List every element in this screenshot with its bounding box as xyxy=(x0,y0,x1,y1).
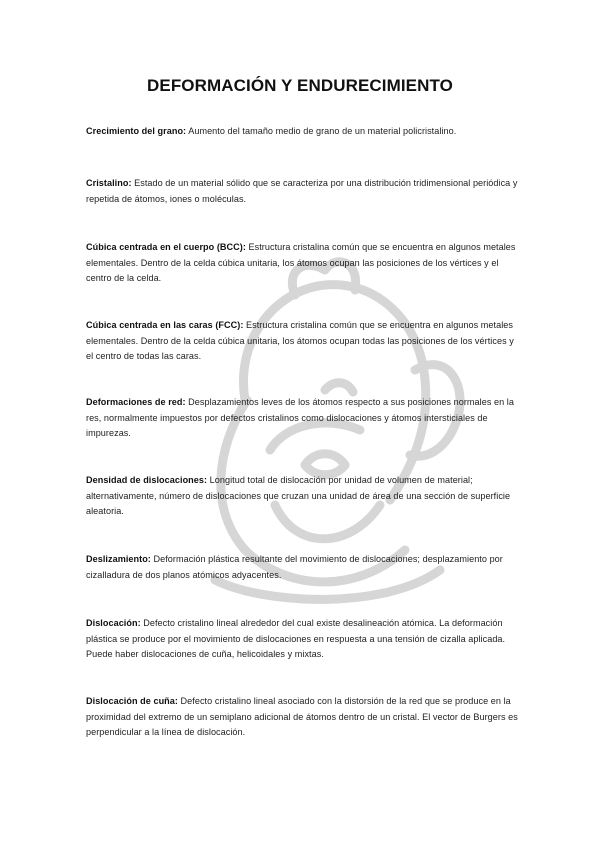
glossary-entry xyxy=(86,395,518,442)
glossary-entry xyxy=(86,694,518,741)
entry-definition: Longitud total de dislocación por unidad de volumen de material; alternativamente, número de dislocaciones que cruzan una unidad de área de una sección de superficie aleatoria. xyxy=(86,475,511,516)
glossary-entry xyxy=(86,616,518,663)
entry-term: Dislocación de cuña: xyxy=(86,696,178,706)
document-title: DEFORMACIÓN Y ENDURECIMIENTO xyxy=(147,76,453,95)
glossary-entry xyxy=(86,124,518,140)
entry-definition: Estado de un material sólido que se caracteriza por una distribución tridimensional periódica y repetida de átomos, iones o moléculas. xyxy=(86,178,518,204)
entry-term: Deslizamiento: xyxy=(86,554,151,564)
entry-definition: Defecto cristalino lineal alrededor del cual existe desalineación atómica. La deformación plástica se produce por el movimiento de dislocaciones en respuesta a una tensión de cizalla aplicada. Puede haber dislocaciones de cuña, helicoidales y mixtas. xyxy=(86,618,506,659)
glossary-entry xyxy=(86,176,518,207)
entry-term: Cúbica centrada en las caras (FCC): xyxy=(86,320,244,330)
entry-term: Cristalino: xyxy=(86,178,132,188)
entry-definition: Desplazamientos leves de los átomos respecto a sus posiciones normales en la res, normalmente impuestos por defectos cristalinos como dislocaciones y átomos intersticiales de impurezas. xyxy=(86,397,514,438)
entry-term: Crecimiento del grano: xyxy=(86,126,187,136)
entry-term: Cúbica centrada en el cuerpo (BCC): xyxy=(86,242,246,252)
entry-definition: Aumento del tamaño medio de grano de un material policristalino. xyxy=(188,126,457,136)
entry-definition: Defecto cristalino lineal asociado con la distorsión de la red que se produce en la proximidad del extremo de un semiplano adicional de átomos dentro de un cristal. El vector de Burgers es perpendicular a la línea de dislocación. xyxy=(86,696,518,737)
entry-term: Dislocación: xyxy=(86,618,141,628)
entry-term: Densidad de dislocaciones: xyxy=(86,475,208,485)
glossary-entry xyxy=(86,240,518,287)
glossary-entry xyxy=(86,552,518,583)
entry-term: Deformaciones de red: xyxy=(86,397,186,407)
glossary-entry xyxy=(86,318,518,365)
glossary-entry xyxy=(86,473,518,520)
entry-definition: Estructura cristalina común que se encuentra en algunos metales elementales. Dentro de la celda cúbica unitaria, los átomos ocupan todas las posiciones de los vértices y el centro de todas las caras. xyxy=(86,320,514,361)
entry-definition: Estructura cristalina común que se encuentra en algunos metales elementales. Dentro de la celda cúbica unitaria, los átomos ocupan las posiciones de los vértices y el centro de la celda. xyxy=(86,242,516,283)
entry-definition: Deformación plástica resultante del movimiento de dislocaciones; desplazamiento por cizalladura de dos planos atómicos adyacentes. xyxy=(86,554,503,580)
